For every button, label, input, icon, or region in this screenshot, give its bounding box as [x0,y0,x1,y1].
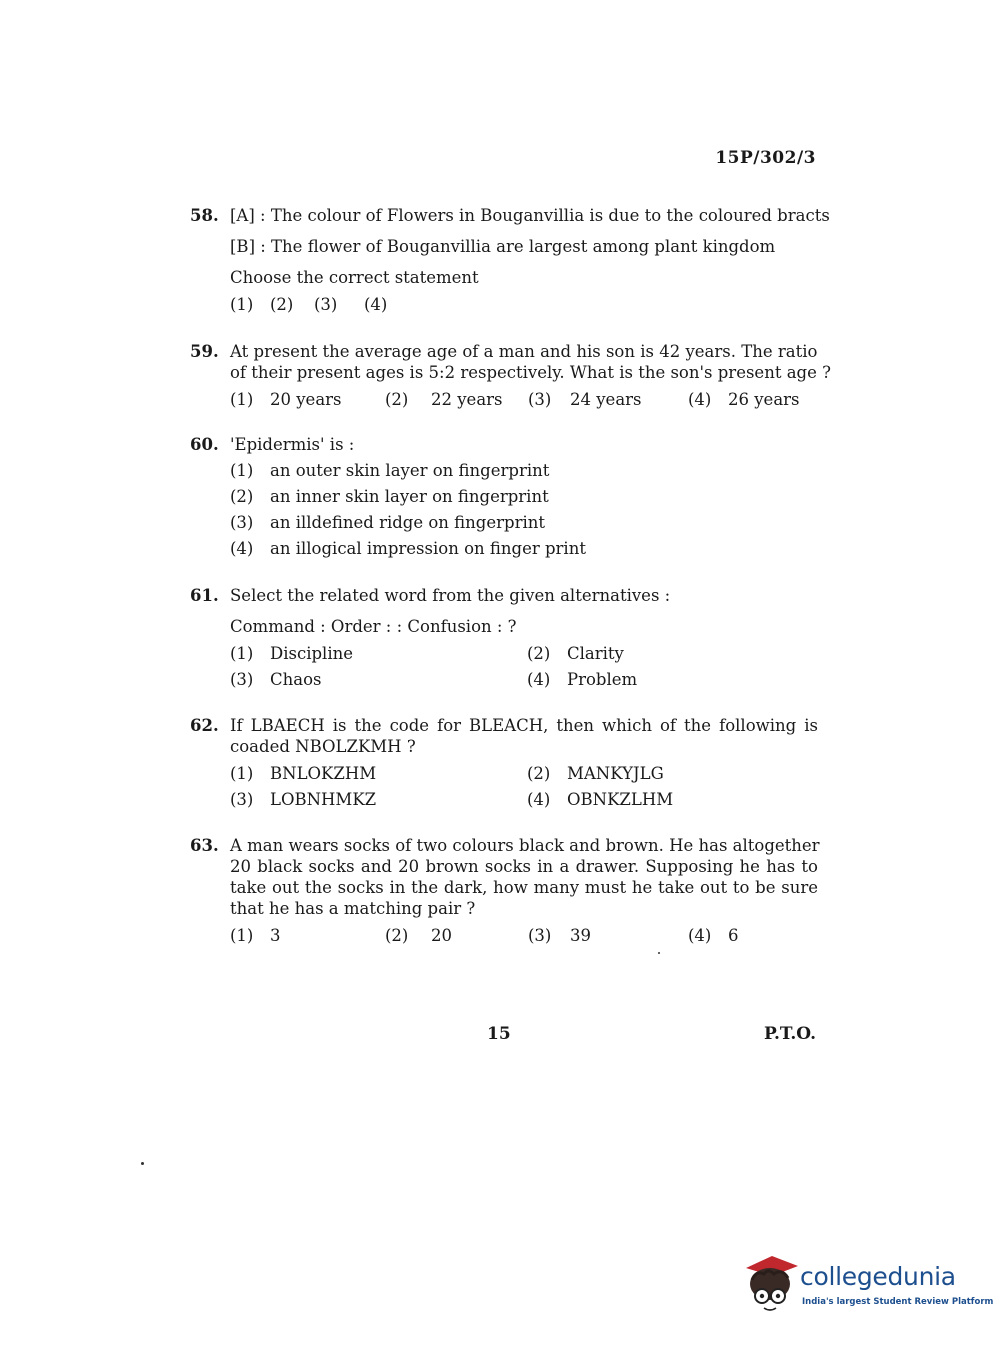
option-2: (2) 20 [385,926,452,945]
scan-speck [658,952,660,954]
question-number: 62. [190,716,219,735]
options-row [230,389,818,410]
paper-code: 15P/302/3 [715,148,816,168]
question-text: 'Epidermis' is : [230,435,355,454]
option-3: (3) Chaos [230,670,322,689]
question-text-line: coaded NBOLZKMH ? [230,737,416,756]
option-3: (3) LOBNHMKZ [230,790,377,809]
option-1: (1) Discipline [230,644,353,663]
option-4: (4) an illogical impression on finger print [230,539,586,558]
question-63 [190,835,818,946]
question-text-line: A man wears socks of two colours black and brown. He has altogether [230,836,820,855]
question-60 [190,434,818,559]
question-text-line: that he has a matching pair ? [230,899,476,918]
question-61 [190,585,818,690]
scan-speck [141,1162,144,1165]
question-59 [190,341,831,410]
question-text-line: 20 black socks and 20 brown socks in a drawer. Supposing he has to [230,857,818,876]
collegedunia-logo [742,1248,994,1318]
option-4: (4) 26 years [688,390,800,409]
brand-name: collegedunia [800,1262,956,1291]
option-4: (4) 6 [688,926,739,945]
pto-label: P.T.O. [764,1024,816,1044]
page-number: 15 [487,1024,511,1044]
option-2: (2) an inner skin layer on fingerprint [230,487,549,506]
options-row [230,925,818,946]
option-1: (1) 3 [230,926,281,945]
brand-tagline: India's largest Student Review Platform [802,1297,994,1307]
option-2: (2) [270,295,294,314]
option-4: (4) OBNKZLHM [527,790,674,809]
question-text-line: If LBAECH is the code for BLEACH, then which of the following is [230,716,818,735]
option-4: (4) [364,295,388,314]
question-text-line: At present the average age of a man and his son is 42 years. The ratio [230,342,818,361]
options-row [230,294,818,315]
option-3: (3) [314,295,338,314]
statement-b: [B] : The flower of Bouganvillia are largest among plant kingdom [230,237,776,256]
question-text-line: take out the socks in the dark, how many must he take out to be sure [230,878,818,897]
option-2: (2) MANKYJLG [527,764,664,783]
question-number: 59. [190,342,219,361]
option-3: (3) 24 years [528,390,642,409]
option-1: (1) BNLOKZHM [230,764,377,783]
option-1: (1) an outer skin layer on fingerprint [230,461,550,480]
statement-a: [A] : The colour of Flowers in Bouganvillia is due to the coloured bracts [230,206,830,225]
question-text: Select the related word from the given alternatives : [230,586,671,605]
question-instruction: Choose the correct statement [230,268,479,287]
question-number: 63. [190,836,219,855]
option-3: (3) an illdefined ridge on fingerprint [230,513,546,532]
option-1: (1) 20 years [230,390,342,409]
question-62 [190,715,818,810]
question-58 [190,205,830,315]
option-2: (2) Clarity [527,644,624,663]
options-grid [230,643,818,690]
question-number: 58. [190,206,219,225]
mascot-icon [742,1250,802,1318]
question-number: 60. [190,435,219,454]
option-2: (2) 22 years [385,390,503,409]
option-4: (4) Problem [527,670,638,689]
question-text-line: of their present ages is 5:2 respectively. What is the son's present age ? [230,363,831,382]
options-grid [230,763,818,810]
analogy: Command : Order : : Confusion : ? [230,617,517,636]
option-3: (3) 39 [528,926,591,945]
option-1: (1) [230,295,254,314]
question-number: 61. [190,586,219,605]
